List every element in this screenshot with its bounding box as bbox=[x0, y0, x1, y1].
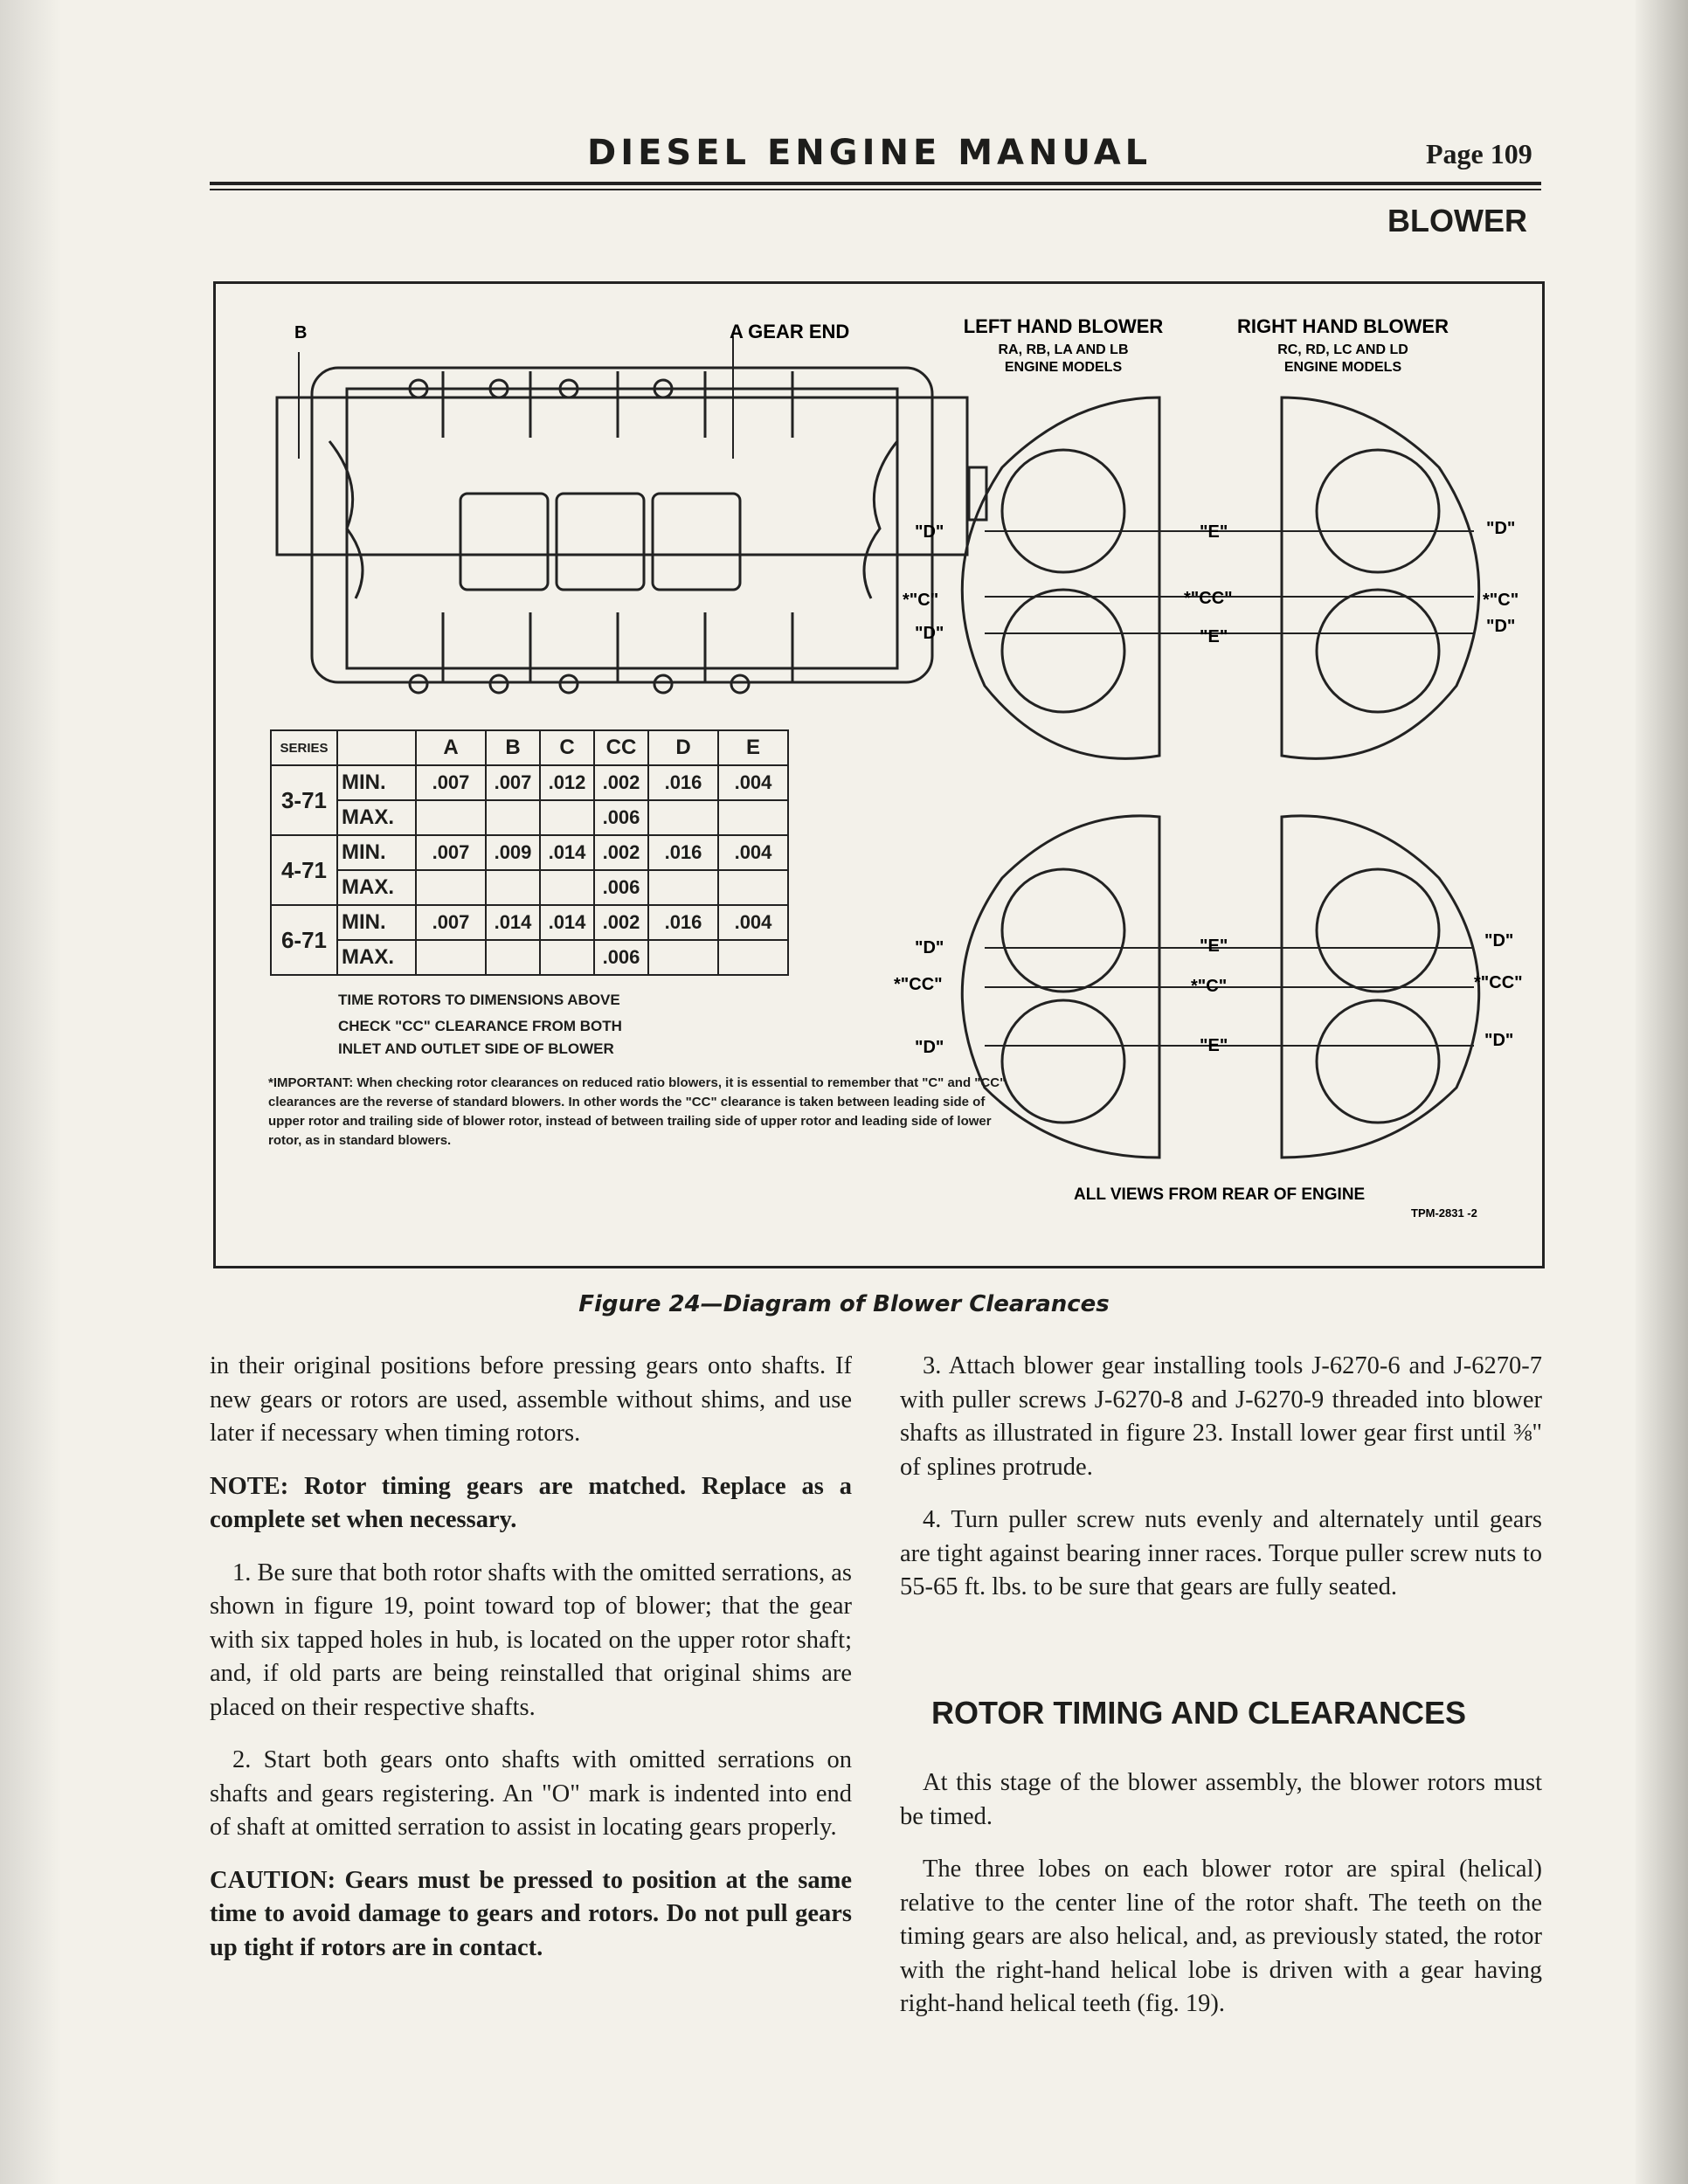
table-cell: .007 bbox=[416, 835, 486, 870]
paragraph: in their original positions before pressing gears onto shafts. If new gears or rotors are used, assemble without shims, and use later if necessary when timing rotors. bbox=[210, 1352, 852, 1447]
important-note: *IMPORTANT: When checking rotor clearances on reduced ratio blowers, it is essential to remember that "C" and "CC" clearances are the reverse of standard blowers. In other words the "CC" clearance is taken between leading side of upper rotor and trailing side of blower rotor, instead of between trailing side of upper rotor and leading side of lower rotor, as in standard blowers. bbox=[268, 1075, 1007, 1148]
left-column bbox=[210, 1350, 852, 1984]
table-cell: .006 bbox=[594, 800, 648, 835]
caution-paragraph: CAUTION: Gears must be pressed to position at the same time to avoid damage to gears and rotors. Do not pull gears up tight if rotors are in contact. bbox=[210, 1866, 852, 1961]
table-cell: .002 bbox=[594, 835, 648, 870]
right-blower-sub2: ENGINE MODELS bbox=[1283, 360, 1402, 375]
table-cell: .007 bbox=[416, 905, 486, 940]
right-blower-title: RIGHT HAND BLOWER bbox=[1237, 315, 1449, 337]
table-cell: .014 bbox=[540, 905, 594, 940]
table-cell: .004 bbox=[718, 765, 788, 800]
header-a: A bbox=[416, 730, 486, 765]
min-label: MIN. bbox=[337, 835, 416, 870]
label-a-gear-end: A GEAR END bbox=[730, 321, 850, 342]
table-cell bbox=[718, 800, 788, 835]
label-e-1: "E" bbox=[1200, 522, 1228, 542]
table-cell: .014 bbox=[486, 905, 540, 940]
table-cell bbox=[648, 940, 718, 975]
paragraph: At this stage of the blower assembly, the blower rotors must be timed. bbox=[900, 1769, 1542, 1830]
header-e: E bbox=[718, 730, 788, 765]
left-blower-sub2: ENGINE MODELS bbox=[1004, 360, 1123, 375]
note-paragraph: NOTE: Rotor timing gears are matched. Replace as a complete set when necessary. bbox=[210, 1472, 852, 1533]
left-blower-title: LEFT HAND BLOWER bbox=[963, 315, 1164, 337]
max-label: MAX. bbox=[337, 800, 416, 835]
right-blower-sub1: RC, RD, LC AND LD bbox=[1277, 342, 1408, 357]
table-cell bbox=[416, 870, 486, 905]
header-title: DIESEL ENGINE MANUAL bbox=[587, 133, 1152, 173]
label-cc-3: *"CC" bbox=[1474, 973, 1523, 992]
header-b: B bbox=[486, 730, 540, 765]
header-rule bbox=[210, 182, 1541, 185]
label-d-8: "D" bbox=[1484, 1031, 1514, 1050]
table-cell bbox=[486, 800, 540, 835]
label-cc-1: *"CC" bbox=[1184, 589, 1233, 608]
all-views-note: ALL VIEWS FROM REAR OF ENGINE bbox=[1074, 1185, 1366, 1204]
table-cell bbox=[416, 940, 486, 975]
clearance-table bbox=[270, 729, 789, 976]
table-note-2: CHECK "CC" CLEARANCE FROM BOTH bbox=[338, 1018, 622, 1034]
table-cell: .002 bbox=[594, 765, 648, 800]
label-b: B bbox=[294, 323, 308, 342]
header-blank bbox=[337, 730, 416, 765]
header-c: C bbox=[540, 730, 594, 765]
label-d-7: "D" bbox=[1484, 931, 1514, 950]
series-cell: 6-71 bbox=[271, 905, 337, 975]
table-cell bbox=[486, 870, 540, 905]
header-cc: CC bbox=[594, 730, 648, 765]
header-d: D bbox=[648, 730, 718, 765]
min-label: MIN. bbox=[337, 765, 416, 800]
label-c-3: *"C" bbox=[1191, 977, 1228, 996]
figure-caption: Figure 24—Diagram of Blower Clearances bbox=[578, 1291, 1110, 1317]
left-blower-sub1: RA, RB, LA AND LB bbox=[998, 342, 1129, 357]
paragraph: 3. Attach blower gear installing tools J-6270-6 and J-6270-7 with puller screws J-6270-8 and J-6270-9 threaded into blower shafts as illustrated in figure 23. Install lower gear first until ⅜" of splines protrude. bbox=[900, 1352, 1542, 1481]
table-cell bbox=[416, 800, 486, 835]
label-e-3: "E" bbox=[1200, 936, 1228, 956]
table-row bbox=[271, 905, 788, 940]
label-d-5: "D" bbox=[915, 938, 944, 957]
label-c-2: *"C" bbox=[1483, 591, 1519, 610]
table-cell: .012 bbox=[540, 765, 594, 800]
header-series: SERIES bbox=[271, 730, 337, 765]
paragraph: 4. Turn puller screw nuts evenly and alternately until gears are tight against bearing inner races. Torque puller screw nuts to 55-65 ft. lbs. to be sure that gears are fully seated. bbox=[900, 1506, 1542, 1600]
table-cell: .016 bbox=[648, 905, 718, 940]
paragraph: 2. Start both gears onto shafts with omitted serrations on shafts and gears registering. An "O" mark is indented into end of shaft at omitted serration to assist in locating gears properly. bbox=[210, 1746, 852, 1841]
max-label: MAX. bbox=[337, 940, 416, 975]
page-number: Page 109 bbox=[1426, 138, 1532, 169]
table-cell bbox=[540, 800, 594, 835]
table-cell: .004 bbox=[718, 905, 788, 940]
label-c-1: *"C" bbox=[903, 591, 939, 610]
paragraph: 1. Be sure that both rotor shafts with the omitted serrations, as shown in figure 19, point toward top of blower; that the gear with six tapped holes in hub, is located on the upper rotor shaft; and, if old parts are being reinstalled that original shims are placed on their respective shafts. bbox=[210, 1559, 852, 1721]
table-header-row bbox=[271, 730, 788, 765]
table-row bbox=[271, 940, 788, 975]
table-cell bbox=[718, 870, 788, 905]
label-d-6: "D" bbox=[915, 1038, 944, 1057]
table-cell bbox=[486, 940, 540, 975]
page-edge-left bbox=[0, 0, 61, 2184]
section-heading: ROTOR TIMING AND CLEARANCES bbox=[931, 1695, 1466, 1731]
paragraph: The three lobes on each blower rotor are spiral (helical) relative to the center line of the rotor shaft. The teeth on the timing gears are also helical, and, as previously stated, the rotor with the right-hand helical lobe is driven with a gear having right-hand helical teeth (fig. 19). bbox=[900, 1856, 1542, 2017]
right-column-lower bbox=[900, 1766, 1542, 2041]
header-rule-thin bbox=[210, 189, 1541, 190]
label-cc-2: *"CC" bbox=[894, 975, 943, 994]
table-cell: .006 bbox=[594, 870, 648, 905]
label-e-4: "E" bbox=[1200, 1036, 1228, 1055]
table-cell bbox=[540, 870, 594, 905]
label-d-1: "D" bbox=[915, 522, 944, 542]
section-tag: BLOWER bbox=[1387, 203, 1527, 238]
table-cell: .016 bbox=[648, 835, 718, 870]
table-cell: .006 bbox=[594, 940, 648, 975]
table-note-3: INLET AND OUTLET SIDE OF BLOWER bbox=[338, 1040, 614, 1057]
table-row bbox=[271, 800, 788, 835]
table-cell bbox=[648, 800, 718, 835]
table-cell: .016 bbox=[648, 765, 718, 800]
label-e-2: "E" bbox=[1200, 627, 1228, 646]
table-row bbox=[271, 835, 788, 870]
tpm-code: TPM-2831 -2 bbox=[1411, 1206, 1477, 1220]
table-cell: .009 bbox=[486, 835, 540, 870]
min-label: MIN. bbox=[337, 905, 416, 940]
table-cell bbox=[540, 940, 594, 975]
label-d-3: "D" bbox=[1486, 519, 1516, 538]
label-d-2: "D" bbox=[915, 624, 944, 643]
max-label: MAX. bbox=[337, 870, 416, 905]
figure-24 bbox=[213, 281, 1545, 1268]
housing-outline bbox=[277, 397, 967, 555]
series-cell: 3-71 bbox=[271, 765, 337, 835]
table-cell: .007 bbox=[486, 765, 540, 800]
table-cell bbox=[648, 870, 718, 905]
page-edge-right bbox=[1636, 0, 1688, 2184]
table-cell: .004 bbox=[718, 835, 788, 870]
table-cell: .007 bbox=[416, 765, 486, 800]
table-row bbox=[271, 870, 788, 905]
series-cell: 4-71 bbox=[271, 835, 337, 905]
table-cell: .002 bbox=[594, 905, 648, 940]
label-d-4: "D" bbox=[1486, 617, 1516, 636]
right-column bbox=[900, 1350, 1542, 1624]
table-cell bbox=[718, 940, 788, 975]
table-cell: .014 bbox=[540, 835, 594, 870]
table-note-1: TIME ROTORS TO DIMENSIONS ABOVE bbox=[338, 992, 620, 1008]
table-row bbox=[271, 765, 788, 800]
